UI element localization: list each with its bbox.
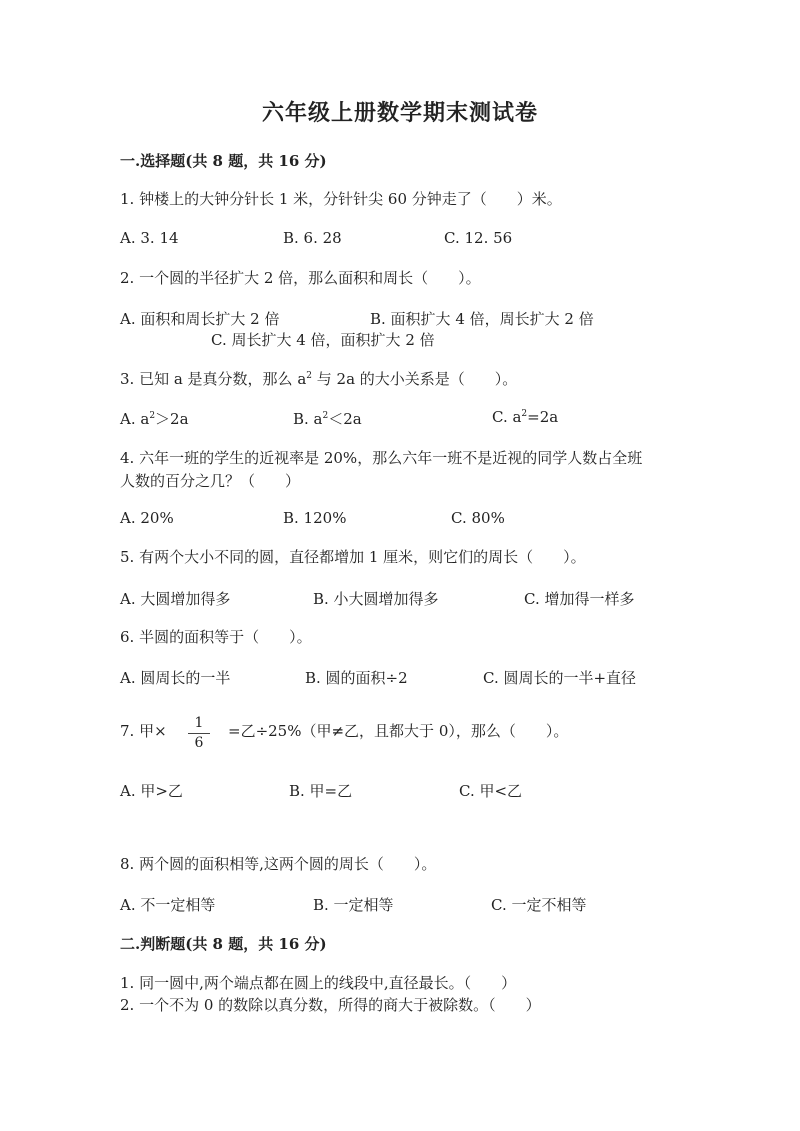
- page-title: 六年级上册数学期末测试卷: [261, 100, 538, 126]
- section-heading-judge: 二.判断题(共 8 题，共 16 分): [120, 935, 327, 953]
- question-4-option-c: C. 80%: [451, 509, 505, 527]
- superscript: 2: [306, 371, 313, 381]
- question-6: 6. 半圆的面积等于（ ）。: [120, 628, 312, 646]
- question-4-option-b: B. 120%: [283, 509, 347, 527]
- question-5-option-b: B. 小大圆增加得多: [313, 590, 439, 608]
- question-5: 5. 有两个大小不同的圆，直径都增加 1 厘米，则它们的周长（ ）。: [120, 548, 586, 566]
- question-3: 3. 已知 a 是真分数，那么 $a^2$ 与 2a 的大小关系是（ ）。: [120, 370, 518, 388]
- question-4-option-a: A. 20%: [120, 509, 174, 527]
- question-6-option-b: B. 圆的面积÷2: [305, 669, 408, 687]
- judge-question-1: 1. 同一圆中,两个端点都在圆上的线段中,直径最长。（ ）: [120, 974, 517, 992]
- question-2: 2. 一个圆的半径扩大 2 倍，那么面积和周长（ ）。: [120, 269, 481, 287]
- fraction: [188, 716, 210, 751]
- question-7-option-a: A. 甲>乙: [120, 782, 183, 800]
- question-6-option-a: A. 圆周长的一半: [120, 669, 231, 687]
- question-3-option-c: C. $a^2=2a$: [492, 408, 559, 426]
- question-7-text-a: 7. 甲×: [120, 722, 167, 740]
- question-7-text-b: =乙÷25%（甲≠乙，且都大于 0），那么（ ）。: [228, 722, 569, 740]
- question-1-option-b: B. 6. 28: [283, 229, 342, 247]
- question-7-option-b: B. 甲=乙: [289, 782, 353, 800]
- question-5-option-c: C. 增加得一样多: [524, 590, 635, 608]
- question-5-option-a: A. 大圆增加得多: [120, 590, 231, 608]
- fraction-denominator: 6: [194, 735, 204, 751]
- judge-question-2: 2. 一个不为 0 的数除以真分数，所得的商大于被除数。（ ）: [120, 996, 541, 1014]
- question-4-line-1: 4. 六年一班的学生的近视率是 20%，那么六年一班不是近视的同学人数占全班: [120, 449, 643, 467]
- question-1: 1. 钟楼上的大钟分针长 1 米，分针针尖 60 分钟走了（ ）米。: [120, 190, 562, 208]
- question-1-option-a: A. 3. 14: [120, 229, 179, 247]
- question-2-option-a: A. 面积和周长扩大 2 倍: [120, 310, 280, 328]
- question-7-option-c: C. 甲<乙: [459, 782, 523, 800]
- question-6-option-c: C. 圆周长的一半+直径: [483, 669, 637, 687]
- question-4-line-2: 人数的百分之几？（ ）: [120, 472, 301, 490]
- question-3-option-a: A. $a^2>2a$: [120, 410, 189, 428]
- question-8: 8. 两个圆的面积相等,这两个圆的周长（ ）。: [120, 855, 437, 873]
- fraction-bar: [188, 733, 210, 734]
- question-8-option-c: C. 一定不相等: [491, 896, 587, 914]
- question-3-option-b: B. $a^2<2a$: [293, 410, 362, 428]
- fraction-numerator: 1: [194, 715, 204, 731]
- question-2-option-b: B. 面积扩大 4 倍，周长扩大 2 倍: [370, 310, 594, 328]
- question-8-option-a: A. 不一定相等: [120, 896, 216, 914]
- section-heading-choice: 一.选择题(共 8 题，共 16 分): [120, 152, 327, 170]
- question-1-option-c: C. 12. 56: [444, 229, 513, 247]
- question-8-option-b: B. 一定相等: [313, 896, 394, 914]
- question-2-option-c: C. 周长扩大 4 倍，面积扩大 2 倍: [211, 331, 435, 349]
